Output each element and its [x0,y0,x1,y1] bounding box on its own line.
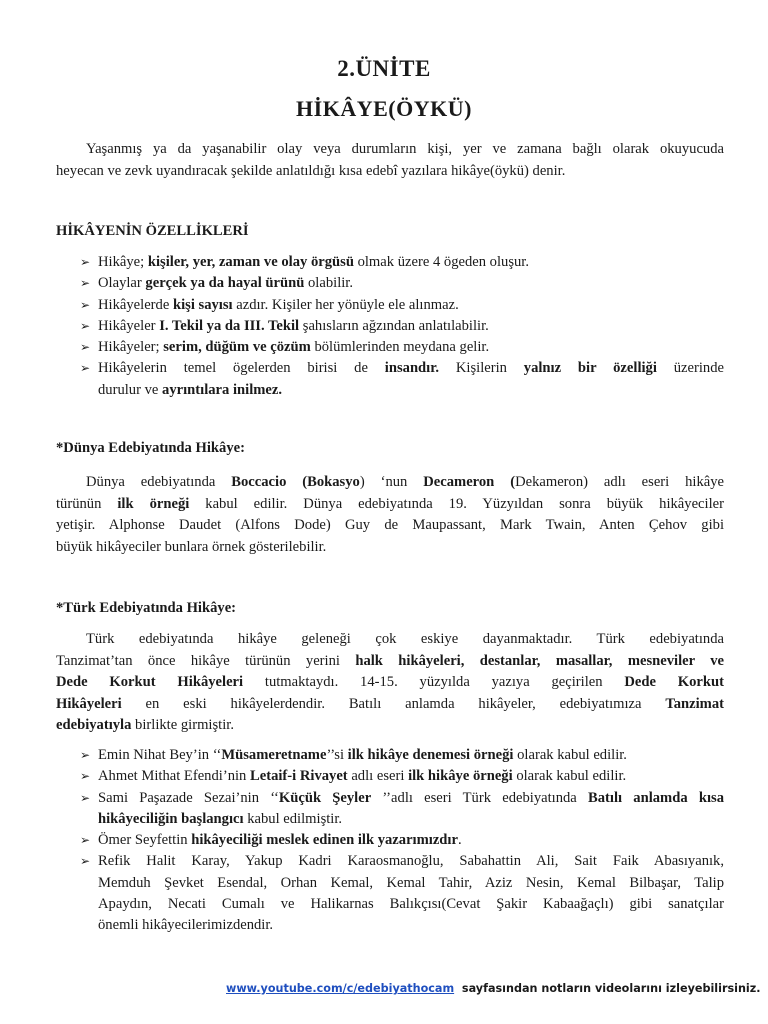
features-heading: HİKÂYENİN ÖZELLİKLERİ [56,223,249,239]
list-item: ➢ Ömer Seyfettin hikâyeciliği meslek edinen ilk yazarımızdır. [80,830,724,851]
list-item: ➢ Hikâyelerin temel ögelerden birisi de insandır. Kişilerin yalnız bir özelliği üzerinde durulur ve ayrıntılara inilmez. [80,360,724,398]
footer-text: sayfasından notların videolarını izleyebilirsiniz. [454,982,761,995]
intro-line-2: heyecan ve zevk uyandıracak şekilde anlatıldığı kısa edebî yazılara hikâye(öykü) denir. [56,162,566,179]
list-item: ➢ Hikâyeler I. Tekil ya da III. Tekil şahısların ağzından anlatılabilir. [80,316,724,337]
arrow-bullet-icon: ➢ [80,748,91,762]
features-list [80,252,724,401]
arrow-bullet-icon: ➢ [80,297,91,312]
turkish-paragraph: Türk edebiyatında hikâye geleneği çok eskiye dayanmaktadır. Türk edebiyatında Tanzimat’tan önce hikâye türünün yerini halk hikâyeleri, destanlar, masallar, mesneviler ve Dede Korkut Hikâyeleri tutmaktaydı. 14-15. yüzyılda yazıya geçirilen Dede Korkut Hikâyeleri en eski hikâyelerdendir. Batılı anlamda hikâyeler, edebiyatımıza Tanzimat edebiyatıyla birlikte girmiştir. [56,631,724,733]
list-item: ➢ Refik Halit Karay, Yakup Kadri Karaosmanoğlu, Sabahattin Ali, Sait Faik Abasıyanık, Memduh Şevket Esendal, Orhan Kemal, Kemal Tahir, Aziz Nesin, Kemal Bilbaşar, Talip Apaydın, Necati Cumalı ve Halikarnas Balıkçısı(Cevat Şakir Kabaağaçlı) gibi sanatçılar önemli hikâyecilerimizdendir. [80,853,724,934]
list-item: ➢ Ahmet Mithat Efendi’nin Letaif-i Rivayet adlı eseri ilk hikâye örneği olarak kabul edilir. [80,766,724,787]
arrow-bullet-icon: ➢ [80,769,91,784]
list-item: ➢ Hikâye; kişiler, yer, zaman ve olay örgüsü olmak üzere 4 ögeden oluşur. [80,252,724,273]
arrow-bullet-icon: ➢ [80,276,91,291]
arrow-bullet-icon: ➢ [80,340,91,355]
arrow-bullet-icon: ➢ [80,361,91,376]
turkish-heading: *Türk Edebiyatında Hikâye: [56,600,237,616]
story-title: HİKÂYE(ÖYKÜ) [296,96,472,121]
world-heading: *Dünya Edebiyatında Hikâye: [56,440,245,456]
list-item: ➢ Emin Nihat Bey’in ‘‘Müsameretname’’si ilk hikâye denemesi örneği olarak kabul edilir. [80,745,724,766]
unit-title: 2.ÜNİTE [337,56,431,81]
list-item: ➢ Olaylar gerçek ya da hayal ürünü olabilir. [80,273,724,294]
list-item: ➢ Hikâyelerde kişi sayısı azdır. Kişiler her yönüyle ele alınmaz. [80,295,724,316]
arrow-bullet-icon: ➢ [80,833,91,848]
arrow-bullet-icon: ➢ [80,318,91,333]
world-paragraph: Dünya edebiyatında Boccacio (Bokasyo) ‘nun Decameron (Dekameron) adlı eseri hikâye türünün ilk örneği kabul edilir. Dünya edebiyatında 19. Yüzyıldan sonra büyük hikâyeciler yetişir. Alphonse Daudet (Alfons Dode) Guy de Maupassant, Mark Twain, Anten Çehov gibi büyük hikâyeciler bunlara örnek gösterilebilir. [56,474,725,555]
arrow-bullet-icon: ➢ [80,255,91,269]
list-item: ➢ Hikâyeler; serim, düğüm ve çözüm bölümlerinden meydana gelir. [80,337,724,358]
intro-line-1: Yaşanmış ya da yaşanabilir olay veya durumların kişi, yer ve zamana bağlı olarak okuyucuda [86,141,724,157]
footer [226,982,761,995]
arrow-bullet-icon: ➢ [80,854,91,869]
turkish-list [80,745,724,937]
youtube-link[interactable]: www.youtube.com/c/edebiyathocam [226,982,455,995]
intro-paragraph [56,139,724,182]
arrow-bullet-icon: ➢ [80,790,91,805]
list-item: ➢ Sami Paşazade Sezai’nin ‘‘Küçük Şeyler ’’adlı eseri Türk edebiyatında Batılı anlamda kısa hikâyeciliğin başlangıcı kabul edilmiştir. [80,789,724,827]
